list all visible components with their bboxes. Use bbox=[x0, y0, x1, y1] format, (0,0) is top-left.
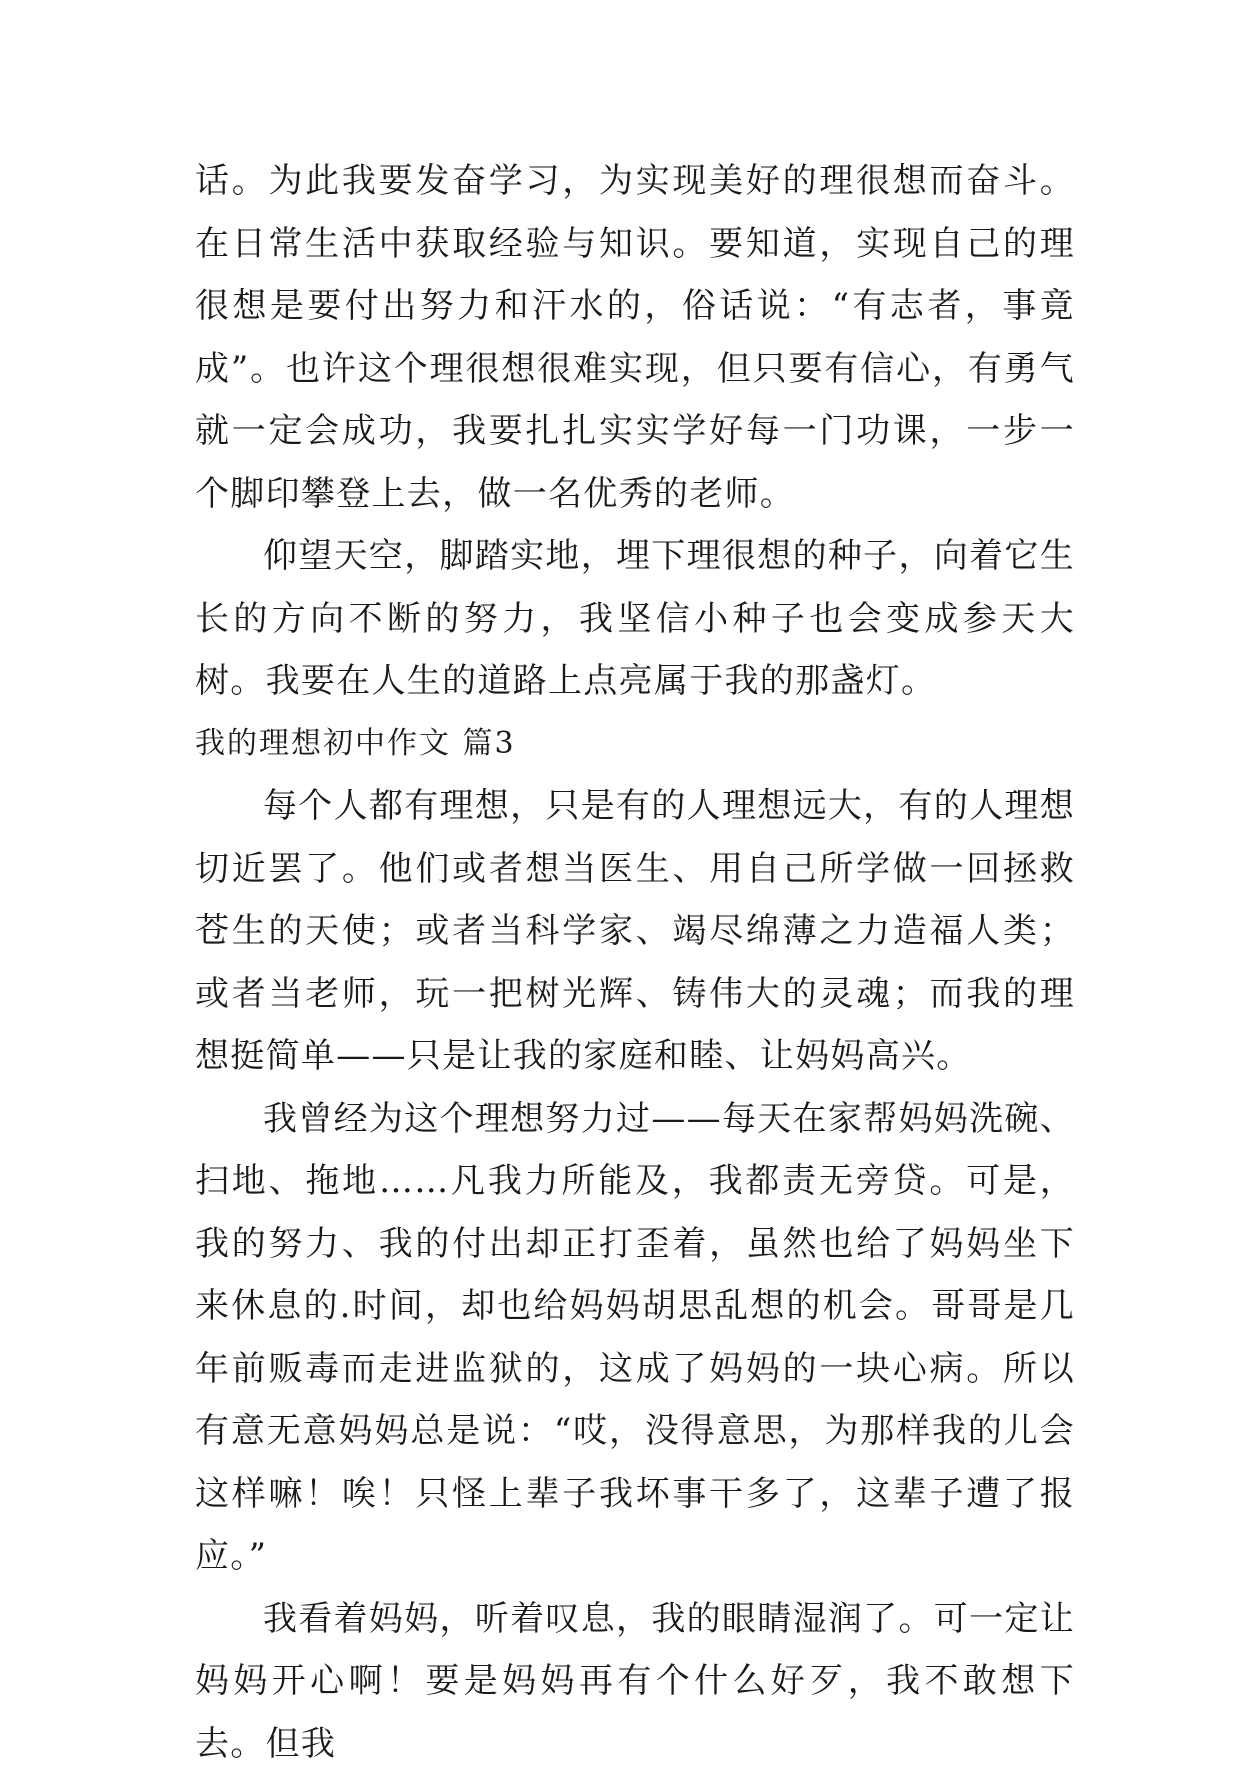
paragraph-5: 我看着妈妈，听着叹息，我的眼睛湿润了。可一定让妈妈开心啊！要是妈妈再有个什么好歹，我不敢想下去。但我 bbox=[195, 1588, 1075, 1775]
paragraph-1: 话。为此我要发奋学习，为实现美好的理很想而奋斗。在日常生活中获取经验与知识。要知道，实现自己的理很想是要付出努力和汗水的，俗话说：“有志者，事竟成”。也许这个理很想很难实现，但只要有信心，有勇气就一定会成功，我要扎扎实实学好每一门功课，一步一个脚印攀登上去，做一名优秀的老师。 bbox=[195, 150, 1075, 525]
paragraph-3: 每个人都有理想，只是有的人理想远大，有的人理想切近罢了。他们或者想当医生、用自己所学做一回拯救苍生的天使；或者当科学家、竭尽绵薄之力造福人类；或者当老师，玩一把树光辉、铸伟大的灵魂；而我的理想挺简单——只是让我的家庭和睦、让妈妈高兴。 bbox=[195, 775, 1075, 1088]
section-heading: 我的理想初中作文 篇3 bbox=[195, 713, 1075, 776]
paragraph-4: 我曾经为这个理想努力过——每天在家帮妈妈洗碗、扫地、拖地……凡我力所能及，我都责无旁贷。可是，我的努力、我的付出却正打歪着，虽然也给了妈妈坐下来休息的.时间，却也给妈妈胡思乱想的机会。哥哥是几年前贩毒而走进监狱的，这成了妈妈的一块心病。所以有意无意妈妈总是说：“哎，没得意思，为那样我的儿会这样嘛！唉！只怪上辈子我坏事干多了，这辈子遭了报应。” bbox=[195, 1088, 1075, 1588]
paragraph-2: 仰望天空，脚踏实地，埋下理很想的种子，向着它生长的方向不断的努力，我坚信小种子也会变成参天大树。我要在人生的道路上点亮属于我的那盏灯。 bbox=[195, 525, 1075, 713]
document-body bbox=[195, 150, 1075, 1775]
